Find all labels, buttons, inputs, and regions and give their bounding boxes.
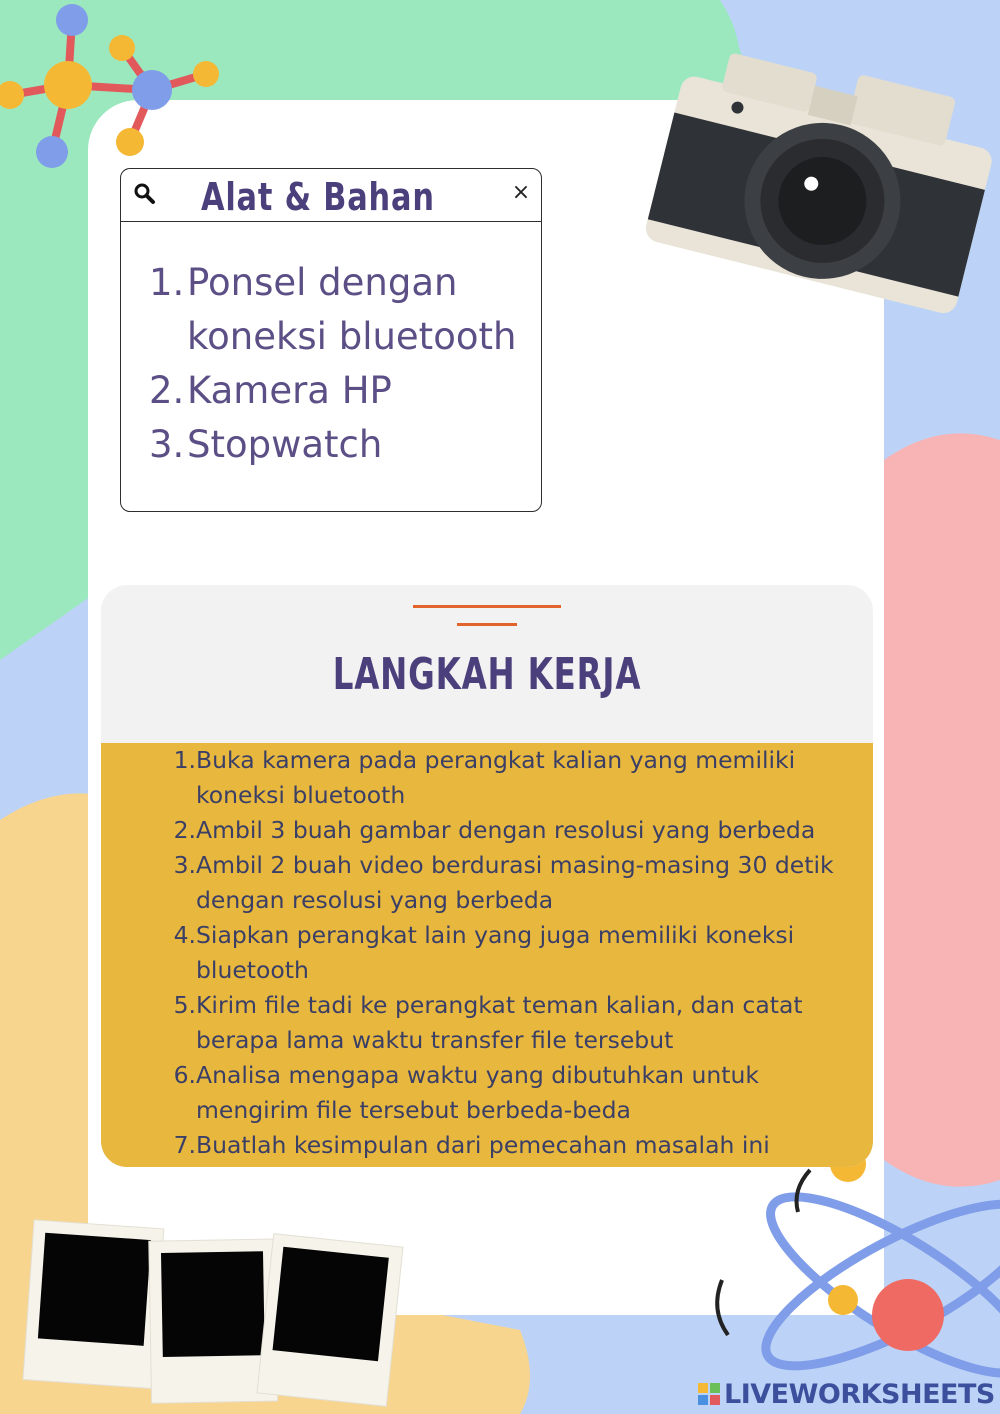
atom-icon <box>700 1150 1000 1380</box>
list-item-text: Ambil 2 buah video berdurasi masing-masing 30 detik dengan resolusi yang berbeda <box>196 851 834 914</box>
list-item-number: 7. <box>173 1131 196 1159</box>
list-item-text: Buka kamera pada perangkat kalian yang memiliki koneksi bluetooth <box>196 746 796 809</box>
list-item-text: Buatlah kesimpulan dari pemecahan masalah ini <box>196 1131 770 1159</box>
steps-title: LANGKAH KERJA <box>332 649 642 700</box>
list-item <box>149 364 541 418</box>
molecule-icon <box>0 0 230 180</box>
list-item-number: 5. <box>173 991 196 1019</box>
list-item-number: 1. <box>173 746 196 774</box>
list-item-number: 3. <box>149 423 185 466</box>
list-item <box>149 418 541 472</box>
brand-logo-icon <box>698 1383 720 1405</box>
list-item-number: 3. <box>173 851 196 879</box>
list-item-text: Kirim file tadi ke perangkat teman kalian, dan catat berapa lama waktu transfer file tersebut <box>196 991 803 1054</box>
list-item-number: 1. <box>149 261 185 304</box>
brand-watermark[interactable] <box>698 1378 995 1410</box>
list-item-number: 2. <box>173 816 196 844</box>
list-item <box>169 743 873 813</box>
tools-box <box>120 168 542 512</box>
list-item-text: Analisa mengapa waktu yang dibutuhkan untuk mengirim file tersebut berbeda-beda <box>196 1061 760 1124</box>
list-item-number: 6. <box>173 1061 196 1089</box>
steps-header <box>101 585 873 743</box>
tools-title: Alat & Bahan <box>201 175 435 219</box>
close-icon[interactable]: × <box>511 180 531 205</box>
tools-header <box>121 169 541 222</box>
steps-panel <box>101 585 873 1167</box>
tools-list <box>121 222 541 472</box>
list-item <box>169 918 873 988</box>
list-item <box>149 256 541 364</box>
brand-text: LIVEWORKSHEETS <box>724 1378 995 1410</box>
camera-icon <box>640 40 1000 340</box>
list-item <box>169 848 873 918</box>
list-item-text: Ponsel dengan koneksi bluetooth <box>187 261 517 358</box>
steps-body <box>101 743 873 1167</box>
steps-list <box>101 743 873 1163</box>
list-item-text: Kamera HP <box>187 369 392 412</box>
list-item-number: 2. <box>149 369 185 412</box>
list-item-number: 4. <box>173 921 196 949</box>
list-item-text: Siapkan perangkat lain yang juga memiliki koneksi bluetooth <box>196 921 795 984</box>
decorative-line <box>413 605 561 608</box>
list-item <box>169 1058 873 1128</box>
list-item-text: Ambil 3 buah gambar dengan resolusi yang berbeda <box>196 816 816 844</box>
search-icon <box>133 182 157 206</box>
list-item <box>169 813 873 848</box>
polaroid-icon <box>10 1210 410 1410</box>
decorative-line <box>457 623 517 626</box>
list-item-text: Stopwatch <box>187 423 383 466</box>
list-item <box>169 1128 873 1163</box>
list-item <box>169 988 873 1058</box>
